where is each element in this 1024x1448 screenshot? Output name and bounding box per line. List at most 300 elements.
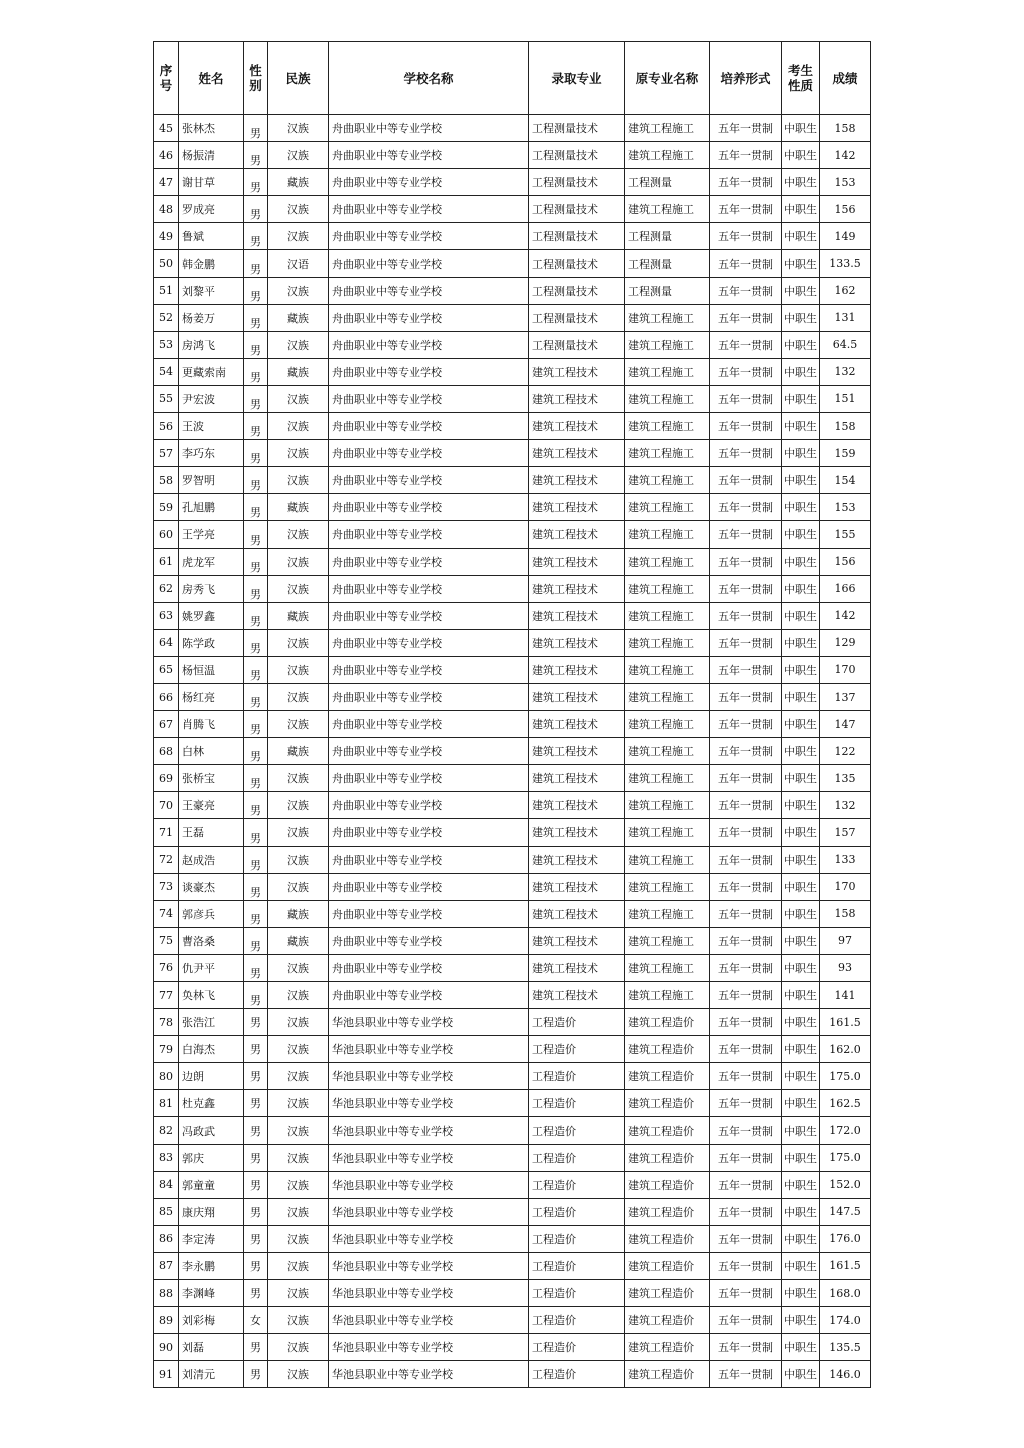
cell-major: 建筑工程技术 xyxy=(529,900,625,927)
cell-seq: 81 xyxy=(154,1090,179,1117)
cell-seq: 77 xyxy=(154,982,179,1009)
cell-ethnicity: 汉族 xyxy=(268,223,329,250)
cell-ethnicity: 汉族 xyxy=(268,440,329,467)
cell-score: 142 xyxy=(820,142,871,169)
cell-orig-major: 建筑工程施工 xyxy=(625,548,710,575)
cell-ethnicity: 汉族 xyxy=(268,575,329,602)
table-row xyxy=(154,331,871,358)
cell-type: 中职生 xyxy=(782,1225,820,1252)
cell-type: 中职生 xyxy=(782,792,820,819)
header-sex-text: 性别 xyxy=(249,63,262,93)
cell-seq: 60 xyxy=(154,521,179,548)
cell-major: 工程测量技术 xyxy=(529,196,625,223)
cell-type: 中职生 xyxy=(782,1307,820,1334)
cell-form: 五年一贯制 xyxy=(710,385,782,412)
cell-form: 五年一贯制 xyxy=(710,873,782,900)
cell-school: 舟曲职业中等专业学校 xyxy=(329,494,529,521)
table-row xyxy=(154,494,871,521)
cell-form: 五年一贯制 xyxy=(710,1171,782,1198)
cell-form: 五年一贯制 xyxy=(710,954,782,981)
table-row xyxy=(154,927,871,954)
cell-sex: 男 xyxy=(244,927,268,954)
cell-sex: 男 xyxy=(244,277,268,304)
cell-sex: 男 xyxy=(244,575,268,602)
cell-type: 中职生 xyxy=(782,1361,820,1388)
cell-major: 建筑工程技术 xyxy=(529,358,625,385)
cell-major: 工程测量技术 xyxy=(529,304,625,331)
cell-name: 房秀飞 xyxy=(179,575,244,602)
cell-school: 舟曲职业中等专业学校 xyxy=(329,629,529,656)
cell-score: 156 xyxy=(820,196,871,223)
cell-score: 137 xyxy=(820,683,871,710)
cell-sex: 男 xyxy=(244,548,268,575)
table-row xyxy=(154,277,871,304)
cell-school: 舟曲职业中等专业学校 xyxy=(329,413,529,440)
cell-form: 五年一贯制 xyxy=(710,738,782,765)
cell-major: 建筑工程技术 xyxy=(529,413,625,440)
cell-score: 93 xyxy=(820,954,871,981)
cell-seq: 58 xyxy=(154,467,179,494)
table-row xyxy=(154,1117,871,1144)
cell-school: 华池县职业中等专业学校 xyxy=(329,1280,529,1307)
cell-orig-major: 工程测量 xyxy=(625,277,710,304)
cell-ethnicity: 汉族 xyxy=(268,196,329,223)
cell-name: 刘清元 xyxy=(179,1361,244,1388)
cell-type: 中职生 xyxy=(782,223,820,250)
cell-sex: 男 xyxy=(244,1225,268,1252)
cell-score: 154 xyxy=(820,467,871,494)
cell-seq: 79 xyxy=(154,1036,179,1063)
cell-ethnicity: 汉族 xyxy=(268,385,329,412)
cell-school: 舟曲职业中等专业学校 xyxy=(329,765,529,792)
cell-major: 建筑工程技术 xyxy=(529,954,625,981)
cell-form: 五年一贯制 xyxy=(710,548,782,575)
cell-sex: 男 xyxy=(244,521,268,548)
cell-type: 中职生 xyxy=(782,1036,820,1063)
table-row xyxy=(154,656,871,683)
cell-ethnicity: 汉族 xyxy=(268,873,329,900)
cell-name: 王学亮 xyxy=(179,521,244,548)
cell-type: 中职生 xyxy=(782,115,820,142)
cell-form: 五年一贯制 xyxy=(710,169,782,196)
cell-form: 五年一贯制 xyxy=(710,629,782,656)
table-row xyxy=(154,467,871,494)
cell-school: 舟曲职业中等专业学校 xyxy=(329,548,529,575)
cell-seq: 65 xyxy=(154,656,179,683)
cell-sex: 男 xyxy=(244,711,268,738)
cell-ethnicity: 汉族 xyxy=(268,792,329,819)
cell-major: 建筑工程技术 xyxy=(529,711,625,738)
cell-sex: 男 xyxy=(244,738,268,765)
table-row xyxy=(154,142,871,169)
cell-form: 五年一贯制 xyxy=(710,575,782,602)
table-row xyxy=(154,982,871,1009)
cell-form: 五年一贯制 xyxy=(710,413,782,440)
cell-sex: 男 xyxy=(244,169,268,196)
cell-orig-major: 工程测量 xyxy=(625,223,710,250)
cell-ethnicity: 汉族 xyxy=(268,656,329,683)
cell-school: 舟曲职业中等专业学校 xyxy=(329,711,529,738)
cell-major: 工程造价 xyxy=(529,1090,625,1117)
cell-ethnicity: 汉族 xyxy=(268,1009,329,1036)
cell-orig-major: 建筑工程施工 xyxy=(625,331,710,358)
cell-name: 李渊峰 xyxy=(179,1280,244,1307)
cell-sex: 男 xyxy=(244,331,268,358)
cell-type: 中职生 xyxy=(782,629,820,656)
cell-ethnicity: 汉族 xyxy=(268,467,329,494)
cell-type: 中职生 xyxy=(782,873,820,900)
cell-major: 工程造价 xyxy=(529,1117,625,1144)
cell-name: 白海杰 xyxy=(179,1036,244,1063)
cell-form: 五年一贯制 xyxy=(710,900,782,927)
cell-seq: 52 xyxy=(154,304,179,331)
cell-major: 工程测量技术 xyxy=(529,277,625,304)
cell-name: 更藏索南 xyxy=(179,358,244,385)
cell-sex: 男 xyxy=(244,1036,268,1063)
cell-school: 舟曲职业中等专业学校 xyxy=(329,927,529,954)
cell-ethnicity: 汉族 xyxy=(268,548,329,575)
cell-seq: 86 xyxy=(154,1225,179,1252)
cell-name: 刘黎平 xyxy=(179,277,244,304)
cell-orig-major: 建筑工程造价 xyxy=(625,1090,710,1117)
cell-score: 156 xyxy=(820,548,871,575)
table-row xyxy=(154,196,871,223)
cell-school: 舟曲职业中等专业学校 xyxy=(329,115,529,142)
cell-seq: 69 xyxy=(154,765,179,792)
cell-ethnicity: 汉族 xyxy=(268,1144,329,1171)
cell-seq: 61 xyxy=(154,548,179,575)
table-row xyxy=(154,440,871,467)
cell-name: 李巧东 xyxy=(179,440,244,467)
cell-orig-major: 建筑工程施工 xyxy=(625,142,710,169)
cell-ethnicity: 藏族 xyxy=(268,602,329,629)
cell-score: 162 xyxy=(820,277,871,304)
cell-school: 华池县职业中等专业学校 xyxy=(329,1063,529,1090)
cell-form: 五年一贯制 xyxy=(710,1090,782,1117)
cell-school: 舟曲职业中等专业学校 xyxy=(329,954,529,981)
cell-name: 张浩江 xyxy=(179,1009,244,1036)
table-row xyxy=(154,1225,871,1252)
cell-major: 工程造价 xyxy=(529,1009,625,1036)
cell-type: 中职生 xyxy=(782,927,820,954)
cell-type: 中职生 xyxy=(782,575,820,602)
cell-orig-major: 建筑工程施工 xyxy=(625,413,710,440)
cell-orig-major: 建筑工程施工 xyxy=(625,440,710,467)
cell-seq: 54 xyxy=(154,358,179,385)
table-row xyxy=(154,900,871,927)
cell-name: 郭童童 xyxy=(179,1171,244,1198)
cell-name: 王波 xyxy=(179,413,244,440)
cell-seq: 46 xyxy=(154,142,179,169)
cell-form: 五年一贯制 xyxy=(710,656,782,683)
cell-name: 韩金鹏 xyxy=(179,250,244,277)
cell-school: 舟曲职业中等专业学校 xyxy=(329,683,529,710)
cell-type: 中职生 xyxy=(782,954,820,981)
cell-score: 147 xyxy=(820,711,871,738)
cell-major: 建筑工程技术 xyxy=(529,819,625,846)
cell-sex: 男 xyxy=(244,683,268,710)
cell-name: 仇尹平 xyxy=(179,954,244,981)
cell-seq: 68 xyxy=(154,738,179,765)
cell-orig-major: 建筑工程施工 xyxy=(625,711,710,738)
cell-sex: 男 xyxy=(244,819,268,846)
cell-name: 杨姜万 xyxy=(179,304,244,331)
cell-ethnicity: 汉族 xyxy=(268,629,329,656)
cell-form: 五年一贯制 xyxy=(710,223,782,250)
cell-score: 147.5 xyxy=(820,1198,871,1225)
table-row xyxy=(154,1280,871,1307)
cell-score: 158 xyxy=(820,900,871,927)
cell-orig-major: 建筑工程造价 xyxy=(625,1280,710,1307)
cell-seq: 49 xyxy=(154,223,179,250)
cell-type: 中职生 xyxy=(782,440,820,467)
cell-seq: 90 xyxy=(154,1334,179,1361)
table-row xyxy=(154,1009,871,1036)
cell-seq: 53 xyxy=(154,331,179,358)
cell-orig-major: 建筑工程施工 xyxy=(625,115,710,142)
cell-major: 建筑工程技术 xyxy=(529,575,625,602)
cell-major: 工程测量技术 xyxy=(529,250,625,277)
cell-name: 曹洛桑 xyxy=(179,927,244,954)
cell-score: 162.0 xyxy=(820,1036,871,1063)
cell-name: 郭彦兵 xyxy=(179,900,244,927)
cell-type: 中职生 xyxy=(782,1280,820,1307)
cell-name: 康庆翔 xyxy=(179,1198,244,1225)
cell-form: 五年一贯制 xyxy=(710,1252,782,1279)
cell-form: 五年一贯制 xyxy=(710,494,782,521)
cell-orig-major: 建筑工程造价 xyxy=(625,1198,710,1225)
cell-orig-major: 建筑工程施工 xyxy=(625,819,710,846)
cell-orig-major: 建筑工程造价 xyxy=(625,1171,710,1198)
cell-orig-major: 建筑工程造价 xyxy=(625,1009,710,1036)
cell-form: 五年一贯制 xyxy=(710,142,782,169)
cell-sex: 男 xyxy=(244,358,268,385)
table-row xyxy=(154,521,871,548)
cell-school: 舟曲职业中等专业学校 xyxy=(329,846,529,873)
cell-score: 132 xyxy=(820,358,871,385)
cell-major: 工程造价 xyxy=(529,1036,625,1063)
cell-orig-major: 建筑工程造价 xyxy=(625,1036,710,1063)
cell-type: 中职生 xyxy=(782,1117,820,1144)
cell-orig-major: 建筑工程施工 xyxy=(625,982,710,1009)
cell-score: 151 xyxy=(820,385,871,412)
cell-seq: 59 xyxy=(154,494,179,521)
cell-school: 舟曲职业中等专业学校 xyxy=(329,900,529,927)
cell-type: 中职生 xyxy=(782,900,820,927)
cell-score: 162.5 xyxy=(820,1090,871,1117)
table-row xyxy=(154,223,871,250)
cell-major: 建筑工程技术 xyxy=(529,385,625,412)
cell-seq: 84 xyxy=(154,1171,179,1198)
cell-ethnicity: 汉族 xyxy=(268,1252,329,1279)
cell-orig-major: 建筑工程施工 xyxy=(625,900,710,927)
cell-score: 161.5 xyxy=(820,1252,871,1279)
cell-orig-major: 建筑工程造价 xyxy=(625,1117,710,1144)
cell-name: 王豪亮 xyxy=(179,792,244,819)
cell-ethnicity: 汉族 xyxy=(268,819,329,846)
cell-name: 孔旭鹏 xyxy=(179,494,244,521)
cell-score: 135.5 xyxy=(820,1334,871,1361)
header-row xyxy=(154,42,871,115)
cell-form: 五年一贯制 xyxy=(710,711,782,738)
header-major: 录取专业 xyxy=(529,42,625,115)
cell-score: 175.0 xyxy=(820,1144,871,1171)
cell-ethnicity: 汉族 xyxy=(268,1171,329,1198)
cell-sex: 男 xyxy=(244,142,268,169)
cell-name: 杨恒温 xyxy=(179,656,244,683)
cell-name: 谈豪杰 xyxy=(179,873,244,900)
cell-name: 张桥宝 xyxy=(179,765,244,792)
cell-type: 中职生 xyxy=(782,196,820,223)
cell-school: 舟曲职业中等专业学校 xyxy=(329,196,529,223)
cell-orig-major: 建筑工程施工 xyxy=(625,954,710,981)
cell-type: 中职生 xyxy=(782,142,820,169)
cell-sex: 男 xyxy=(244,494,268,521)
cell-score: 131 xyxy=(820,304,871,331)
cell-seq: 63 xyxy=(154,602,179,629)
cell-type: 中职生 xyxy=(782,521,820,548)
cell-major: 建筑工程技术 xyxy=(529,494,625,521)
cell-name: 刘磊 xyxy=(179,1334,244,1361)
cell-major: 建筑工程技术 xyxy=(529,927,625,954)
table-row xyxy=(154,602,871,629)
table-row xyxy=(154,413,871,440)
cell-major: 工程造价 xyxy=(529,1252,625,1279)
cell-school: 华池县职业中等专业学校 xyxy=(329,1009,529,1036)
cell-name: 刘彩梅 xyxy=(179,1307,244,1334)
cell-ethnicity: 汉族 xyxy=(268,711,329,738)
cell-school: 华池县职业中等专业学校 xyxy=(329,1036,529,1063)
cell-orig-major: 建筑工程施工 xyxy=(625,602,710,629)
cell-score: 146.0 xyxy=(820,1361,871,1388)
cell-seq: 78 xyxy=(154,1009,179,1036)
cell-sex: 男 xyxy=(244,1252,268,1279)
cell-ethnicity: 汉族 xyxy=(268,1280,329,1307)
cell-type: 中职生 xyxy=(782,467,820,494)
table-row xyxy=(154,169,871,196)
cell-seq: 62 xyxy=(154,575,179,602)
cell-type: 中职生 xyxy=(782,169,820,196)
cell-form: 五年一贯制 xyxy=(710,982,782,1009)
cell-ethnicity: 汉族 xyxy=(268,1334,329,1361)
cell-ethnicity: 藏族 xyxy=(268,304,329,331)
cell-orig-major: 建筑工程造价 xyxy=(625,1225,710,1252)
cell-orig-major: 建筑工程施工 xyxy=(625,873,710,900)
cell-school: 华池县职业中等专业学校 xyxy=(329,1090,529,1117)
cell-major: 建筑工程技术 xyxy=(529,440,625,467)
cell-ethnicity: 汉族 xyxy=(268,1036,329,1063)
cell-orig-major: 建筑工程造价 xyxy=(625,1063,710,1090)
cell-score: 122 xyxy=(820,738,871,765)
table-row xyxy=(154,385,871,412)
cell-school: 舟曲职业中等专业学校 xyxy=(329,250,529,277)
cell-seq: 76 xyxy=(154,954,179,981)
cell-school: 华池县职业中等专业学校 xyxy=(329,1334,529,1361)
table-row xyxy=(154,819,871,846)
cell-ethnicity: 汉族 xyxy=(268,954,329,981)
cell-sex: 男 xyxy=(244,602,268,629)
cell-seq: 67 xyxy=(154,711,179,738)
cell-ethnicity: 汉族 xyxy=(268,1063,329,1090)
cell-major: 建筑工程技术 xyxy=(529,765,625,792)
cell-major: 建筑工程技术 xyxy=(529,467,625,494)
cell-seq: 87 xyxy=(154,1252,179,1279)
cell-form: 五年一贯制 xyxy=(710,927,782,954)
cell-score: 170 xyxy=(820,873,871,900)
cell-major: 工程造价 xyxy=(529,1144,625,1171)
cell-seq: 82 xyxy=(154,1117,179,1144)
cell-sex: 男 xyxy=(244,1117,268,1144)
cell-type: 中职生 xyxy=(782,250,820,277)
cell-name: 罗成亮 xyxy=(179,196,244,223)
cell-seq: 56 xyxy=(154,413,179,440)
cell-sex: 女 xyxy=(244,1307,268,1334)
cell-ethnicity: 汉族 xyxy=(268,277,329,304)
header-orig-major: 原专业名称 xyxy=(625,42,710,115)
cell-score: 158 xyxy=(820,115,871,142)
cell-score: 135 xyxy=(820,765,871,792)
cell-seq: 85 xyxy=(154,1198,179,1225)
cell-ethnicity: 汉族 xyxy=(268,521,329,548)
cell-seq: 50 xyxy=(154,250,179,277)
cell-school: 舟曲职业中等专业学校 xyxy=(329,277,529,304)
cell-school: 舟曲职业中等专业学校 xyxy=(329,169,529,196)
cell-ethnicity: 汉族 xyxy=(268,1361,329,1388)
table-row xyxy=(154,954,871,981)
cell-type: 中职生 xyxy=(782,819,820,846)
cell-name: 冯政武 xyxy=(179,1117,244,1144)
cell-school: 华池县职业中等专业学校 xyxy=(329,1117,529,1144)
table-row xyxy=(154,1334,871,1361)
cell-ethnicity: 藏族 xyxy=(268,169,329,196)
cell-major: 建筑工程技术 xyxy=(529,656,625,683)
cell-name: 房鸿飞 xyxy=(179,331,244,358)
cell-sex: 男 xyxy=(244,1009,268,1036)
cell-ethnicity: 藏族 xyxy=(268,900,329,927)
cell-score: 129 xyxy=(820,629,871,656)
cell-school: 舟曲职业中等专业学校 xyxy=(329,358,529,385)
cell-orig-major: 建筑工程施工 xyxy=(625,792,710,819)
table-row xyxy=(154,250,871,277)
cell-ethnicity: 汉族 xyxy=(268,1225,329,1252)
cell-school: 舟曲职业中等专业学校 xyxy=(329,819,529,846)
cell-form: 五年一贯制 xyxy=(710,792,782,819)
table-row xyxy=(154,765,871,792)
cell-major: 建筑工程技术 xyxy=(529,548,625,575)
cell-form: 五年一贯制 xyxy=(710,1063,782,1090)
cell-score: 176.0 xyxy=(820,1225,871,1252)
cell-orig-major: 建筑工程施工 xyxy=(625,656,710,683)
cell-score: 153 xyxy=(820,494,871,521)
cell-seq: 45 xyxy=(154,115,179,142)
cell-sex: 男 xyxy=(244,250,268,277)
cell-ethnicity: 汉族 xyxy=(268,142,329,169)
cell-type: 中职生 xyxy=(782,846,820,873)
cell-ethnicity: 藏族 xyxy=(268,927,329,954)
cell-form: 五年一贯制 xyxy=(710,683,782,710)
cell-type: 中职生 xyxy=(782,548,820,575)
cell-name: 谢甘草 xyxy=(179,169,244,196)
cell-school: 舟曲职业中等专业学校 xyxy=(329,440,529,467)
cell-orig-major: 建筑工程施工 xyxy=(625,304,710,331)
cell-sex: 男 xyxy=(244,1280,268,1307)
cell-orig-major: 建筑工程施工 xyxy=(625,521,710,548)
cell-major: 工程造价 xyxy=(529,1225,625,1252)
cell-major: 建筑工程技术 xyxy=(529,792,625,819)
cell-orig-major: 建筑工程施工 xyxy=(625,385,710,412)
cell-name: 罗智明 xyxy=(179,467,244,494)
cell-name: 白林 xyxy=(179,738,244,765)
